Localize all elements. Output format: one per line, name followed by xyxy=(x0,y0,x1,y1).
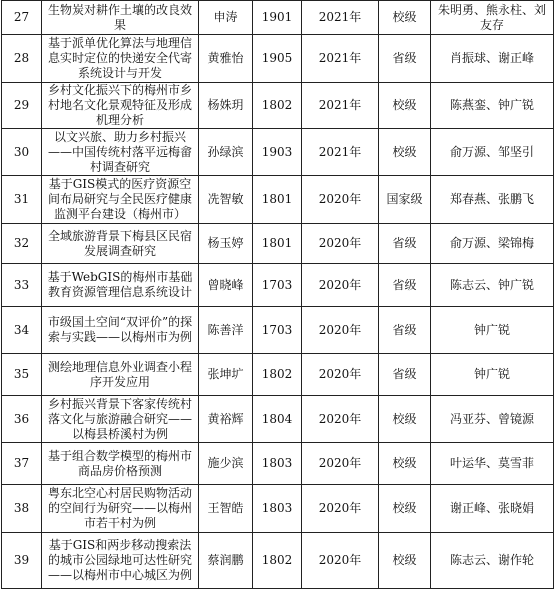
table-body xyxy=(2,1,554,589)
project-title: 基于GIS和两步移动搜索法的城市公园绿地可达性研究——以梅州市中心城区为例 xyxy=(42,533,199,589)
project-level: 国家级 xyxy=(379,176,431,224)
table-row xyxy=(2,264,554,307)
project-year: 2020年 xyxy=(302,443,379,485)
project-level: 省级 xyxy=(379,224,431,264)
project-leader: 杨玉婷 xyxy=(199,224,253,264)
project-year: 2021年 xyxy=(302,83,379,129)
project-level: 校级 xyxy=(379,533,431,589)
project-year: 2020年 xyxy=(302,533,379,589)
table-row xyxy=(2,354,554,396)
class-number: 1803 xyxy=(253,485,302,533)
project-leader: 张坤圹 xyxy=(199,354,253,396)
row-number: 31 xyxy=(2,176,42,224)
project-title: 基于WebGIS的梅州市基础教育资源管理信息系统设计 xyxy=(42,264,199,307)
project-title: 生物炭对耕作土壤的改良效果 xyxy=(42,1,199,35)
project-title: 粤东北空心村居民购物活动的空间行为研究——以梅州市若干村为例 xyxy=(42,485,199,533)
project-advisor: 冯亚芬、曾镜源 xyxy=(431,396,554,443)
project-leader: 杨姝玥 xyxy=(199,83,253,129)
project-advisor: 叶运华、莫雪菲 xyxy=(431,443,554,485)
project-leader: 陈善洋 xyxy=(199,307,253,354)
project-title: 基于组合数学模型的梅州市商品房价格预测 xyxy=(42,443,199,485)
project-level: 省级 xyxy=(379,264,431,307)
project-level: 校级 xyxy=(379,443,431,485)
table-row xyxy=(2,224,554,264)
project-year: 2020年 xyxy=(302,354,379,396)
project-advisor: 钟广锐 xyxy=(431,354,554,396)
project-advisor: 俞万源、梁锦梅 xyxy=(431,224,554,264)
row-number: 28 xyxy=(2,35,42,83)
project-title: 基于GIS模式的医疗资源空间布局研究与全民医疗健康监测平台建设（梅州市） xyxy=(42,176,199,224)
class-number: 1703 xyxy=(253,307,302,354)
row-number: 33 xyxy=(2,264,42,307)
project-advisor: 钟广锐 xyxy=(431,307,554,354)
class-number: 1802 xyxy=(253,83,302,129)
project-advisor: 陈志云、谢作轮 xyxy=(431,533,554,589)
class-number: 1802 xyxy=(253,533,302,589)
project-leader: 施少滨 xyxy=(199,443,253,485)
project-level: 省级 xyxy=(379,35,431,83)
row-number: 35 xyxy=(2,354,42,396)
class-number: 1802 xyxy=(253,354,302,396)
class-number: 1801 xyxy=(253,176,302,224)
project-level: 校级 xyxy=(379,1,431,35)
project-advisor: 陈燕銮、钟广锐 xyxy=(431,83,554,129)
project-year: 2020年 xyxy=(302,307,379,354)
project-level: 省级 xyxy=(379,354,431,396)
row-number: 36 xyxy=(2,396,42,443)
project-advisor: 陈志云、钟广锐 xyxy=(431,264,554,307)
row-number: 37 xyxy=(2,443,42,485)
row-number: 34 xyxy=(2,307,42,354)
project-title: 市级国土空间“双评价”的探索与实践——以梅州市为例 xyxy=(42,307,199,354)
project-level: 校级 xyxy=(379,396,431,443)
class-number: 1903 xyxy=(253,129,302,176)
project-advisor: 谢正峰、张晓娟 xyxy=(431,485,554,533)
project-table xyxy=(1,0,554,589)
project-year: 2020年 xyxy=(302,264,379,307)
table-row xyxy=(2,176,554,224)
project-year: 2020年 xyxy=(302,485,379,533)
project-title: 测绘地理信息外业调查小程序开发应用 xyxy=(42,354,199,396)
project-title: 乡村振兴背景下客家传统村落文化与旅游融合研究——以梅县桥溪村为例 xyxy=(42,396,199,443)
table-row xyxy=(2,83,554,129)
project-year: 2021年 xyxy=(302,1,379,35)
project-title: 基于派单优化算法与地理信息实时定位的快递安全代寄系统设计与开发 xyxy=(42,35,199,83)
project-advisor: 肖振球、谢正峰 xyxy=(431,35,554,83)
project-advisor: 俞万源、邹坚引 xyxy=(431,129,554,176)
project-leader: 蔡润鹏 xyxy=(199,533,253,589)
project-year: 2021年 xyxy=(302,129,379,176)
project-advisor: 朱明勇、熊永柱、刘友存 xyxy=(431,1,554,35)
class-number: 1803 xyxy=(253,443,302,485)
project-year: 2020年 xyxy=(302,176,379,224)
table-row xyxy=(2,443,554,485)
table-row xyxy=(2,533,554,589)
row-number: 38 xyxy=(2,485,42,533)
row-number: 29 xyxy=(2,83,42,129)
table-row xyxy=(2,485,554,533)
class-number: 1905 xyxy=(253,35,302,83)
table-row xyxy=(2,396,554,443)
project-year: 2020年 xyxy=(302,396,379,443)
project-level: 省级 xyxy=(379,307,431,354)
project-title: 乡村文化振兴下的梅州市乡村地名文化景观特征及形成机理分析 xyxy=(42,83,199,129)
project-year: 2020年 xyxy=(302,224,379,264)
project-leader: 孙绿滨 xyxy=(199,129,253,176)
project-leader: 曾晓峰 xyxy=(199,264,253,307)
project-title: 全域旅游背景下梅县区民宿发展调查研究 xyxy=(42,224,199,264)
table-row xyxy=(2,129,554,176)
project-leader: 黄雅怡 xyxy=(199,35,253,83)
row-number: 30 xyxy=(2,129,42,176)
project-leader: 申涛 xyxy=(199,1,253,35)
project-level: 校级 xyxy=(379,83,431,129)
row-number: 39 xyxy=(2,533,42,589)
table-row xyxy=(2,307,554,354)
project-title: 以文兴旅、助力乡村振兴——中国传统村落平远梅畲村调查研究 xyxy=(42,129,199,176)
row-number: 27 xyxy=(2,1,42,35)
class-number: 1801 xyxy=(253,224,302,264)
project-level: 校级 xyxy=(379,129,431,176)
project-leader: 王智皓 xyxy=(199,485,253,533)
class-number: 1901 xyxy=(253,1,302,35)
project-level: 校级 xyxy=(379,485,431,533)
table-row xyxy=(2,1,554,35)
project-leader: 冼智敏 xyxy=(199,176,253,224)
project-leader: 黄裕辉 xyxy=(199,396,253,443)
table-row xyxy=(2,35,554,83)
project-year: 2021年 xyxy=(302,35,379,83)
class-number: 1703 xyxy=(253,264,302,307)
project-advisor: 郑春燕、张鹏飞 xyxy=(431,176,554,224)
row-number: 32 xyxy=(2,224,42,264)
class-number: 1804 xyxy=(253,396,302,443)
